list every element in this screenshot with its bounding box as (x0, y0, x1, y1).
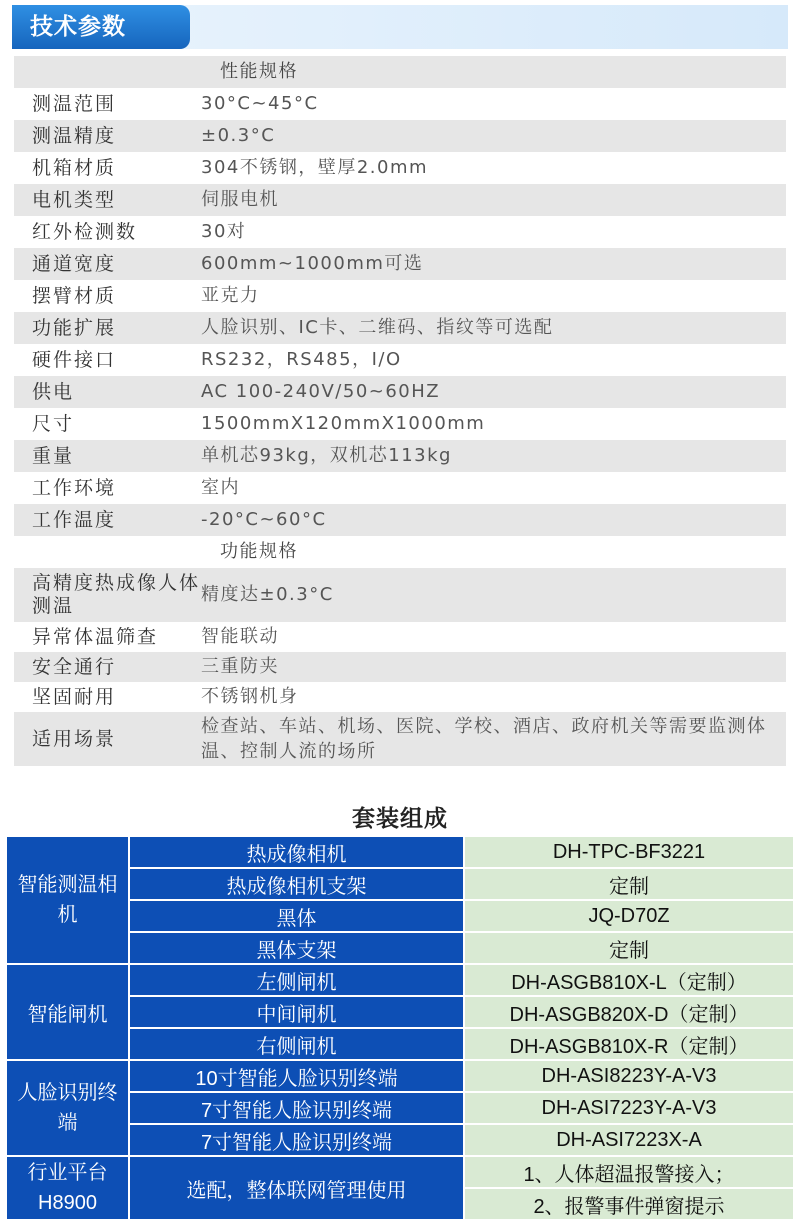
spec-key: 测温精度 (32, 125, 117, 147)
kit-item-name: 黑体 (130, 901, 463, 931)
spec-row (14, 184, 786, 216)
spec-key: 电机类型 (32, 189, 117, 211)
spec-key: 红外检测数 (32, 221, 138, 243)
kit-item-name: 左侧闸机 (130, 965, 463, 995)
spec-value: 人脸识别、IC卡、二维码、指纹等可选配 (201, 317, 554, 338)
kit-item-model: JQ-D70Z (465, 901, 793, 931)
spec-row (14, 504, 786, 536)
spec-value: AC 100-240V/50~60HZ (201, 381, 441, 402)
spec-row (14, 152, 786, 184)
kit-group-name: 智能测温相机 (7, 837, 128, 963)
spec-value: 30°C~45°C (201, 93, 319, 114)
spec-value: 功能规格 (220, 541, 298, 562)
spec-row-header (14, 56, 786, 88)
kit-group-name: 智能闸机 (7, 965, 128, 1059)
spec-key: 重量 (32, 445, 75, 467)
spec-row (14, 568, 786, 622)
kit-item-name: 黑体支架 (130, 933, 463, 963)
spec-row (14, 652, 786, 682)
section-header (12, 5, 788, 49)
spec-key: 安全通行 (32, 656, 117, 678)
spec-row (14, 408, 786, 440)
kit-item-model: 定制 (465, 933, 793, 963)
spec-value: 室内 (201, 477, 240, 498)
spec-value: 亚克力 (201, 285, 260, 306)
spec-key: 工作温度 (32, 509, 117, 531)
spec-key: 硬件接口 (32, 349, 117, 371)
spec-value: ±0.3°C (201, 125, 276, 146)
spec-key: 通道宽度 (32, 253, 117, 275)
spec-value: 单机芯93kg，双机芯113kg (201, 445, 452, 466)
spec-value: 性能规格 (220, 61, 298, 82)
spec-row (14, 312, 786, 344)
spec-value: 伺服电机 (201, 189, 279, 210)
spec-value: 600mm~1000mm可选 (201, 253, 424, 274)
spec-row (14, 682, 786, 712)
spec-key: 尺寸 (32, 413, 75, 435)
kit-item-name: 中间闸机 (130, 997, 463, 1027)
spec-value: -20°C~60°C (201, 509, 327, 530)
spec-key: 高精度热成像人体测温 (32, 572, 201, 617)
spec-row (14, 376, 786, 408)
spec-value: 1500mmX120mmX1000mm (201, 413, 486, 434)
spec-key: 功能扩展 (32, 317, 117, 339)
spec-row (14, 216, 786, 248)
spec-value: 不锈钢机身 (201, 686, 299, 707)
kit-platform-desc: 选配，整体联网管理使用 (130, 1157, 463, 1219)
kit-group-name: 行业平台H8900 (7, 1157, 128, 1219)
spec-row (14, 440, 786, 472)
spec-row (14, 120, 786, 152)
spec-key: 适用场景 (32, 728, 117, 750)
kit-item-name: 7寸智能人脸识别终端 (130, 1093, 463, 1123)
kit-item-name: 7寸智能人脸识别终端 (130, 1125, 463, 1155)
spec-key: 坚固耐用 (32, 686, 117, 708)
kit-item-name: 热成像相机 (130, 837, 463, 867)
spec-value: 304不锈钢，壁厚2.0mm (201, 157, 429, 178)
spec-row (14, 280, 786, 312)
spec-value: RS232，RS485，I/O (201, 349, 402, 370)
spec-row (14, 622, 786, 652)
spec-key: 摆臂材质 (32, 285, 117, 307)
spec-value: 智能联动 (201, 626, 279, 647)
kit-item-model: DH-ASI7223X-A (465, 1125, 793, 1155)
kit-item-model: DH-ASGB810X-L（定制） (465, 965, 793, 995)
spec-row (14, 712, 786, 766)
spec-table (14, 56, 786, 766)
spec-key: 机箱材质 (32, 157, 117, 179)
spec-key: 供电 (32, 381, 75, 403)
spec-row (14, 88, 786, 120)
kit-item-model: DH-TPC-BF3221 (465, 837, 793, 867)
kit-item-model: 定制 (465, 869, 793, 899)
kit-item-model: DH-ASI8223Y-A-V3 (465, 1061, 793, 1091)
kit-table (7, 837, 793, 1219)
spec-key: 工作环境 (32, 477, 117, 499)
spec-row (14, 344, 786, 376)
section-title: 技术参数 (30, 14, 126, 40)
spec-key: 异常体温筛查 (32, 626, 159, 648)
kit-item-model: DH-ASGB810X-R（定制） (465, 1029, 793, 1059)
spec-value: 30对 (201, 221, 247, 242)
kit-title: 套装组成 (352, 806, 448, 832)
kit-item-name: 右侧闸机 (130, 1029, 463, 1059)
spec-value: 检查站、车站、机场、医院、学校、酒店、政府机关等需要监测体温、控制人流的场所 (201, 716, 767, 762)
kit-platform-note: 2、报警事件弹窗提示 (465, 1189, 793, 1219)
kit-item-model: DH-ASI7223Y-A-V3 (465, 1093, 793, 1123)
spec-row (14, 248, 786, 280)
kit-item-name: 热成像相机支架 (130, 869, 463, 899)
spec-row-header (14, 536, 786, 568)
kit-platform-note: 1、人体超温报警接入； (465, 1157, 793, 1187)
kit-group-name: 人脸识别终端 (7, 1061, 128, 1155)
kit-item-model: DH-ASGB820X-D（定制） (465, 997, 793, 1027)
kit-item-name: 10寸智能人脸识别终端 (130, 1061, 463, 1091)
spec-value: 三重防夹 (201, 656, 279, 677)
spec-row (14, 472, 786, 504)
spec-key: 测温范围 (32, 93, 117, 115)
spec-value: 精度达±0.3°C (201, 584, 334, 605)
